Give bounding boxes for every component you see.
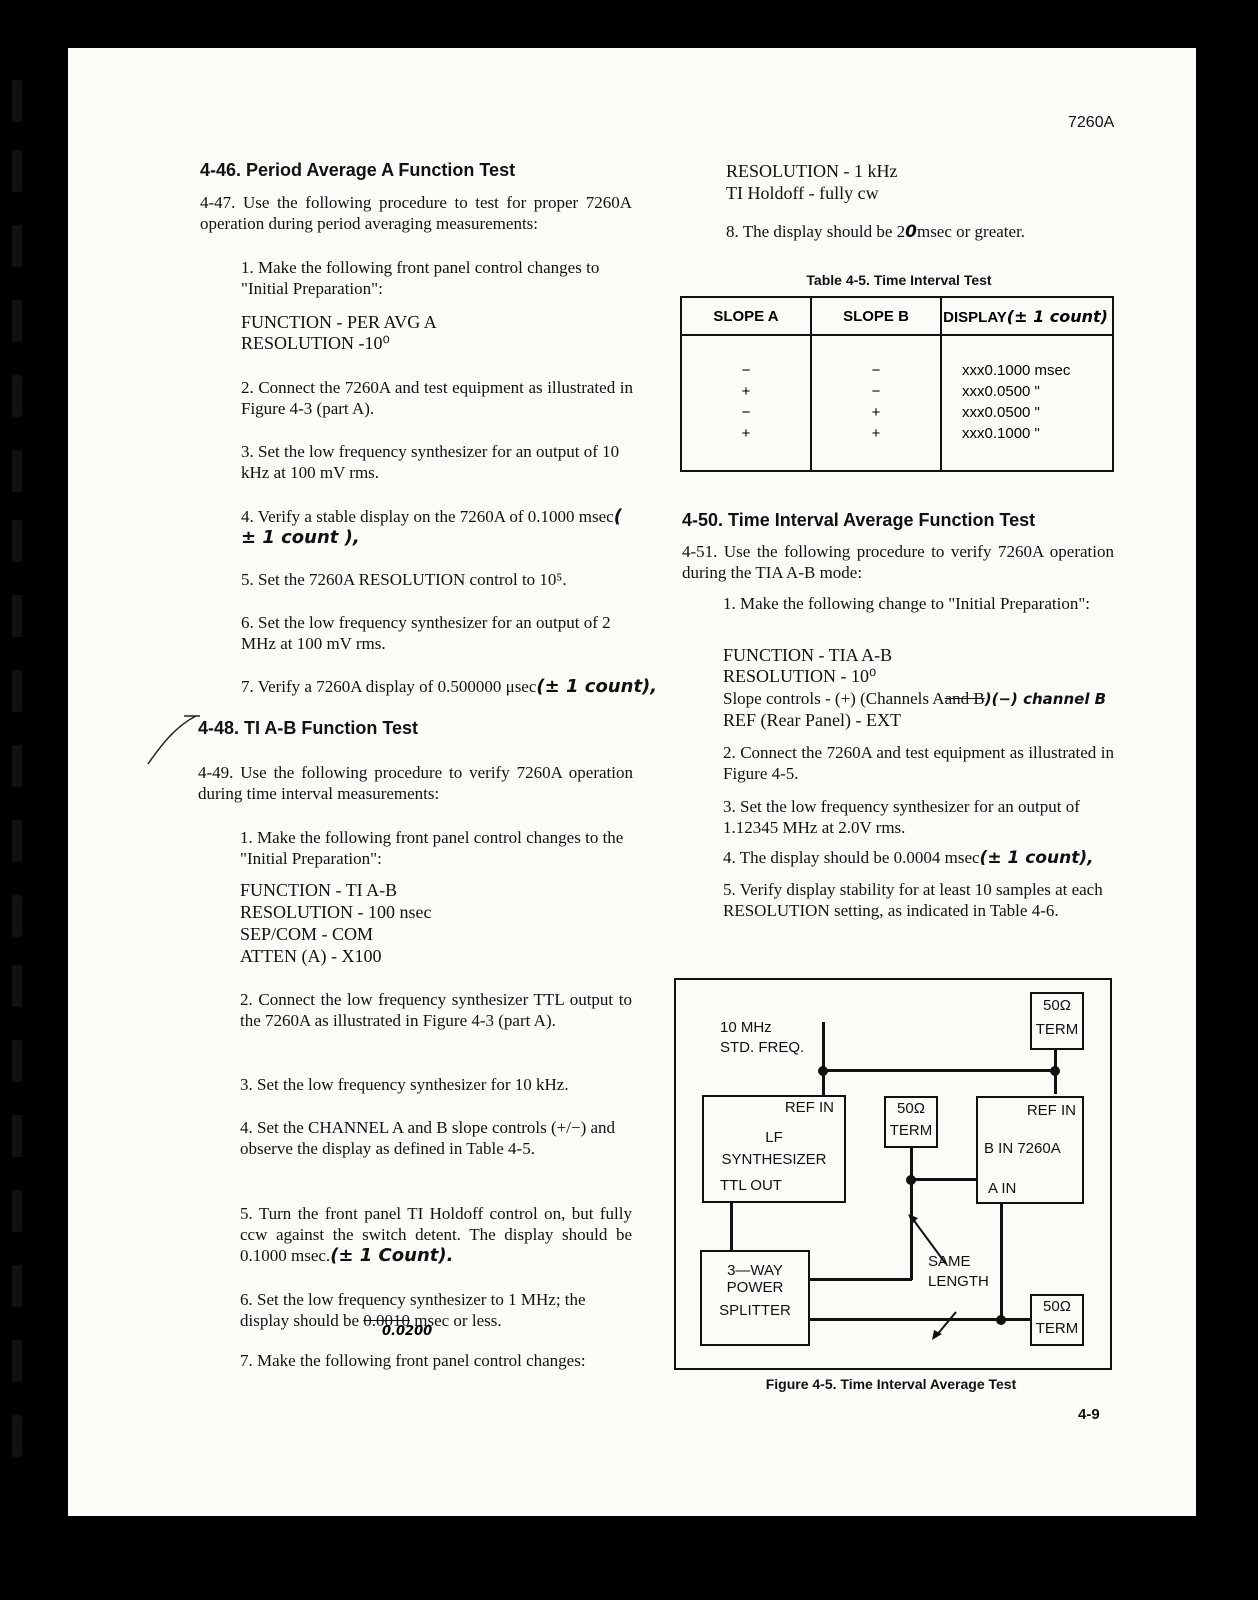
setting-line: RESOLUTION - 1 kHz (726, 161, 898, 181)
table-cell (811, 335, 941, 471)
step-5-text: 5. Turn the front panel TI Holdoff control on, but fully ccw against the switch detent. The display should be 0.1000 msec. (240, 1204, 632, 1265)
step-text (240, 1289, 632, 1331)
setting-line: FUNCTION - TI A-B (240, 880, 398, 900)
step-text: 2. Connect the low frequency synthesizer TTL output to the 7260A as illustrated in Figure 4-3 (part A). (240, 990, 632, 1030)
same-length-label: SAME (928, 1253, 971, 1270)
handwritten-annotation: ( ± 1 count ), (241, 506, 622, 548)
step-text: 2. Connect the 7260A and test equipment as illustrated in Figure 4-5. (723, 743, 1114, 783)
device-a-in: A IN (988, 1180, 1017, 1197)
struck-value: 0.0010 (363, 1311, 410, 1330)
table-cell-value: − (741, 362, 751, 379)
step-text: 3. Set the low frequency synthesizer for 10 kHz. (240, 1075, 569, 1094)
junction-dot (818, 1066, 828, 1076)
step-text: 1. Make the following change to "Initial Preparation": (723, 594, 1091, 613)
step-text: 1. Make the following front panel control changes to "Initial Preparation": (241, 258, 600, 298)
table-cell-value: + (741, 425, 751, 442)
device-7260a-box (976, 1096, 1084, 1204)
step-text (726, 221, 1025, 243)
table-header-row (681, 297, 1113, 335)
wire (808, 1278, 912, 1281)
step-text: 6. Set the low frequency synthesizer for an output of 2 MHz at 100 mV rms. (241, 613, 611, 653)
device-b-in: B IN 7260A (984, 1140, 1061, 1157)
handwritten-annotation: (± 1 Count). (330, 1245, 454, 1266)
table-caption: Table 4-5. Time Interval Test (806, 272, 992, 288)
device-ref-in: REF IN (1026, 1102, 1076, 1119)
wire (822, 1069, 1054, 1072)
handwritten-annotation: )(−) channel B (984, 690, 1107, 708)
table-cell-value: xxx0.1000 " (962, 425, 1040, 442)
binding-mark (12, 520, 22, 562)
binding-mark (12, 1415, 22, 1457)
binding-mark (12, 1040, 22, 1082)
figure-caption: Figure 4-5. Time Interval Average Test (765, 1376, 1017, 1392)
handwritten-annotation: (± 1 count), (979, 848, 1094, 868)
wire (1000, 1200, 1003, 1320)
table-header: SLOPE B (811, 297, 941, 335)
table-cell-value: xxx0.1000 msec (962, 362, 1071, 379)
setting-line: REF (Rear Panel) - EXT (723, 710, 901, 730)
setting-line: ATTEN (A) - X100 (240, 946, 382, 966)
setting-line: FUNCTION - TIA A-B (723, 645, 893, 665)
step-6-text-end: msec or less. (414, 1311, 502, 1330)
binding-mark (12, 300, 22, 342)
step-text: 3. Set the low frequency synthesizer for an output of 10 kHz at 100 mV rms. (241, 442, 620, 482)
page-id: 7260A (1068, 114, 1115, 131)
manual-page (68, 48, 1196, 1516)
term-box-middle (884, 1096, 938, 1148)
step-7-text: 7. Verify a 7260A display of 0.500000 μsec (241, 677, 537, 696)
binding-mark (12, 225, 22, 267)
term-value: 50Ω (1043, 1298, 1071, 1315)
struck-text: and B (944, 689, 985, 708)
section-heading-4-50: 4-50. Time Interval Average Function Test (682, 510, 1036, 530)
binding-mark (12, 895, 22, 937)
handwritten-annotation: 0.0200 (382, 1324, 433, 1339)
term-label: TERM (1035, 1021, 1079, 1038)
slope-setting: Slope controls - (+) (Channels A (723, 689, 945, 708)
binding-mark (12, 450, 22, 492)
setting-line: SEP/COM - COM (240, 924, 374, 944)
table-cell-value: + (871, 404, 881, 421)
paragraph-4-51: 4-51. Use the following procedure to verify 7260A operation during the TIA A-B mode: (682, 542, 1114, 582)
term-box-top (1030, 992, 1084, 1050)
binding-mark (12, 745, 22, 787)
step-text: 3. Set the low frequency synthesizer for an output of 1.12345 MHz at 2.0V rms. (723, 797, 1080, 837)
binding-mark (12, 820, 22, 862)
binding-mark (12, 150, 22, 192)
paragraph-4-49: 4-49. Use the following procedure to verify 7260A operation during time interval measurements: (198, 763, 633, 803)
step-text (723, 847, 1143, 869)
section-heading-4-46: 4-46. Period Average A Function Test (200, 160, 516, 180)
table-body-row (681, 335, 1113, 471)
step-text (241, 676, 691, 697)
step-4-text: 4. Verify a stable display on the 7260A of 0.1000 msec (241, 507, 614, 526)
step-6-text: 6. Set the low frequency synthesizer to 1 MHz; the display should be (240, 1290, 586, 1330)
step-text: 5. Set the 7260A RESOLUTION control to 10⁵. (241, 570, 567, 589)
step-8-text-end: msec or greater. (916, 222, 1026, 241)
setting-line (723, 688, 1106, 710)
table-cell (681, 335, 811, 471)
table-cell-value: − (871, 383, 881, 400)
step-text: 7. Make the following front panel control changes: (240, 1351, 586, 1370)
lf-ttl-out: TTL OUT (720, 1177, 782, 1194)
step-text (240, 1203, 632, 1266)
binding-mark (12, 1340, 22, 1382)
setting-line: RESOLUTION - 100 nsec (240, 902, 432, 922)
step-text (241, 506, 633, 548)
power-splitter-box (700, 1250, 810, 1346)
lf-ref-in: REF IN (784, 1099, 834, 1116)
paragraph-4-47: 4-47. Use the following procedure to test for proper 7260A operation during period averaging measurements: (200, 193, 632, 233)
junction-dot (906, 1175, 916, 1185)
binding-mark (12, 595, 22, 637)
term-label: TERM (1035, 1320, 1079, 1337)
binding-mark (12, 1265, 22, 1307)
term-box-bottom (1030, 1294, 1084, 1346)
step-text: 1. Make the following front panel control changes to the "Initial Preparation": (240, 828, 624, 868)
setting-line: TI Holdoff - fully cw (726, 183, 879, 203)
junction-dot (1050, 1066, 1060, 1076)
table-cell-value: + (871, 425, 881, 442)
binding-mark (12, 375, 22, 417)
wire (822, 1022, 825, 1070)
table-cell-value: xxx0.0500 " (962, 404, 1040, 421)
table-cell-value: + (741, 383, 751, 400)
std-freq-label: 10 MHz (720, 1019, 772, 1036)
lf-label: LF (765, 1129, 783, 1146)
table-cell (941, 335, 1113, 471)
section-heading-4-48: 4-48. TI A-B Function Test (198, 718, 419, 738)
same-length-label: LENGTH (928, 1273, 989, 1290)
lf-synthesizer-box (702, 1095, 846, 1203)
setting-line: RESOLUTION -10⁰ (241, 333, 390, 353)
step-8-text: 8. The display should be 2 (726, 222, 906, 241)
table-header: SLOPE A (681, 297, 811, 335)
handwritten-annotation: (± 1 count) (1006, 306, 1108, 326)
step-4-text: 4. The display should be 0.0004 msec (723, 848, 980, 867)
handwritten-annotation: 0 (905, 222, 917, 242)
binding-mark (12, 80, 22, 122)
display-header: DISPLAY (943, 308, 1007, 326)
table-cell-value: xxx0.0500 " (962, 383, 1040, 400)
setting-line: RESOLUTION - 10⁰ (723, 666, 877, 686)
step-text: 2. Connect the 7260A and test equipment as illustrated in Figure 4-3 (part A). (241, 378, 633, 418)
wire (910, 1178, 976, 1181)
binding-mark (12, 965, 22, 1007)
splitter-label: SPLITTER (719, 1302, 791, 1319)
handwritten-annotation: (± 1 count), (536, 676, 658, 697)
setting-line: FUNCTION - PER AVG A (241, 312, 437, 332)
binding-mark (12, 1190, 22, 1232)
term-value: 50Ω (1043, 997, 1071, 1014)
binding-mark (12, 1115, 22, 1157)
figure-4-5-diagram (674, 978, 1112, 1370)
splitter-label: 3—WAY (727, 1262, 783, 1279)
std-freq-label: STD. FREQ. (720, 1039, 805, 1056)
term-label: TERM (889, 1122, 933, 1139)
table-cell-value: − (741, 404, 751, 421)
step-text: 5. Verify display stability for at least 10 samples at each RESOLUTION setting, as indicated in Table 4-6. (723, 880, 1103, 920)
time-interval-table (680, 296, 1114, 472)
term-value: 50Ω (897, 1100, 925, 1117)
page-number: 4-9 (1078, 1406, 1100, 1423)
step-text: 4. Set the CHANNEL A and B slope controls (+/−) and observe the display as defined in Table 4-5. (240, 1118, 616, 1158)
junction-dot (996, 1315, 1006, 1325)
table-header (941, 297, 1113, 335)
table-cell-value: − (871, 362, 881, 379)
binding-mark (12, 670, 22, 712)
lf-label: SYNTHESIZER (721, 1151, 827, 1168)
splitter-label: POWER (726, 1279, 784, 1296)
handwritten-mark (144, 708, 204, 768)
wire (730, 1202, 733, 1254)
